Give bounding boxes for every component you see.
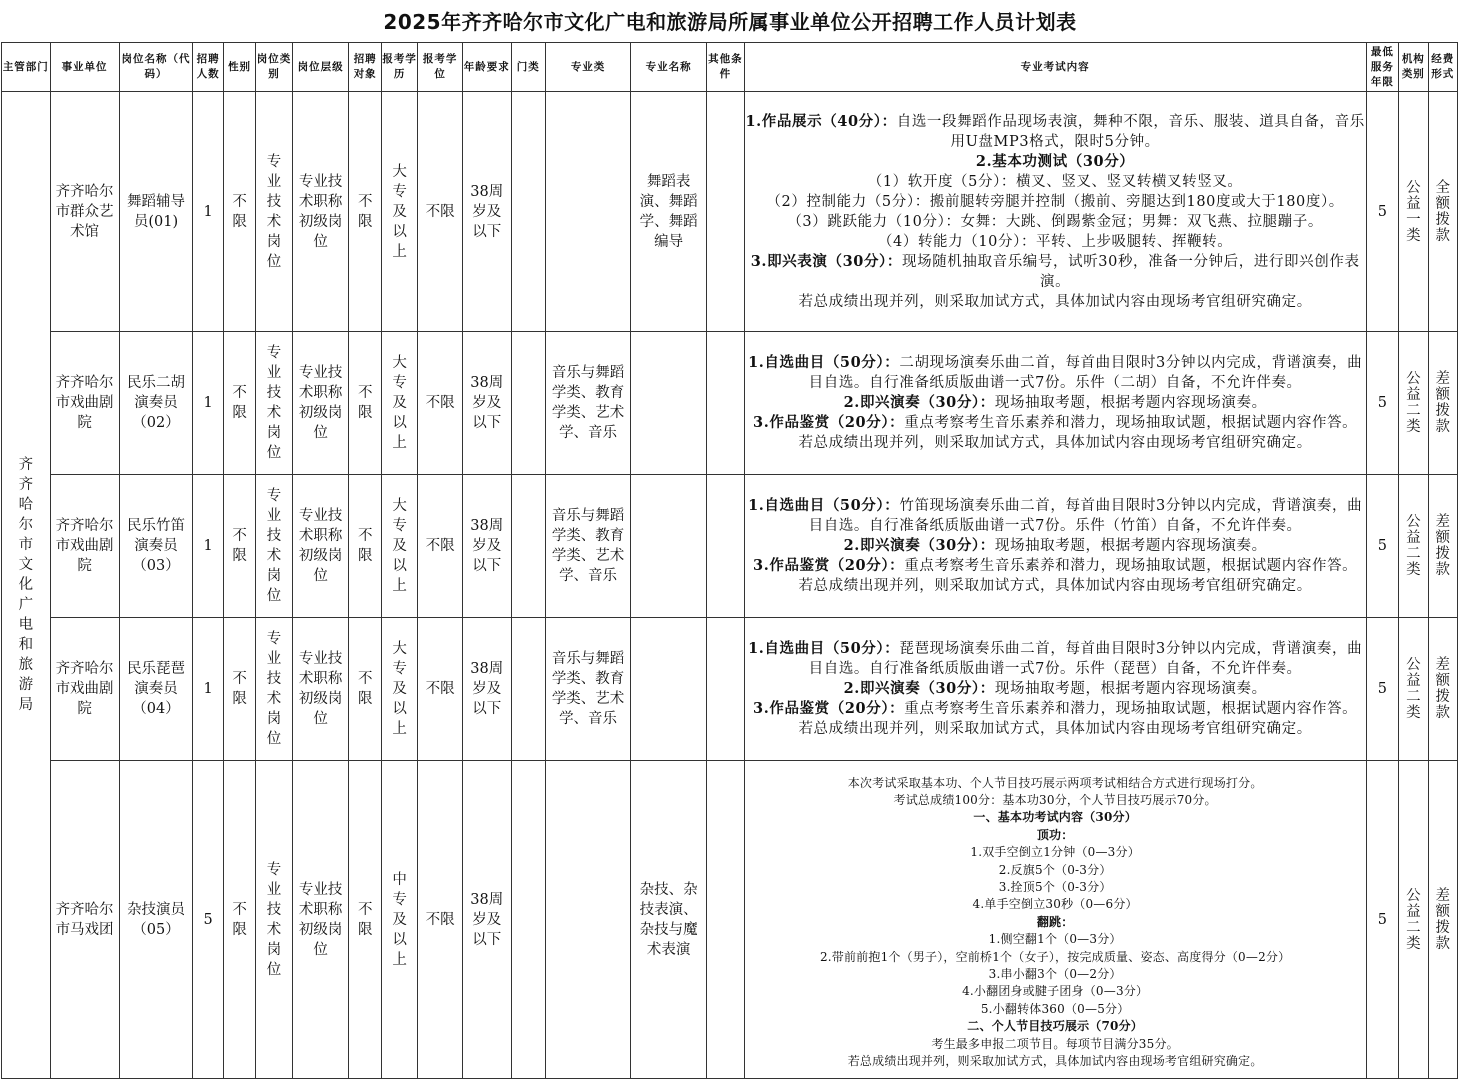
exam-text: 5.小翻转体360（0—5分） — [980, 1001, 1130, 1016]
header-major-name: 专业名称 — [631, 43, 707, 92]
other-cell — [707, 475, 744, 618]
exam-heading: 2.即兴演奏（30分）： — [843, 394, 995, 411]
exam-paragraph — [745, 232, 1366, 252]
header-major-class: 专业类 — [546, 43, 631, 92]
level-cell: 专业技术职称初级岗位 — [298, 651, 343, 727]
target-cell: 不限 — [357, 528, 373, 564]
exam-text: 本次考试采取基本功、个人节目技巧展示两项考试相结合方式进行现场打分。 — [847, 775, 1263, 790]
door-cell — [511, 92, 545, 332]
category-cell: 专业技术岗位 — [266, 631, 282, 747]
table-row — [2, 475, 1458, 618]
exam-text: 重点考察考生音乐素养和潜力，现场抽取试题，根据试题内容作答。 — [904, 415, 1358, 431]
education-cell: 中专及以上 — [392, 871, 407, 968]
exam-paragraph — [745, 827, 1366, 844]
funding-cell: 全额拨款 — [1435, 179, 1450, 244]
exam-paragraph — [745, 413, 1366, 433]
exam-text: 若总成绩出现并列，则采取加试方式，具体加试内容由现场考官组研究确定。 — [798, 293, 1312, 310]
org-type-cell: 公益二类 — [1406, 887, 1421, 952]
category-cell: 专业技术岗位 — [266, 153, 282, 270]
exam-text: 若总成绩出现并列，则采取加试方式，具体加试内容由现场考官组研究确定。 — [798, 721, 1312, 737]
exam-text: 竹笛现场演奏乐曲二首，每首曲目限时3分钟以内完成，背谱演奏，曲目自选。自行准备纸质版曲谱一式7份。乐件（竹笛）自备，不允许伴奏。 — [808, 498, 1363, 534]
org-type-cell: 公益二类 — [1406, 514, 1421, 578]
exam-text: 4.小翻团身或腱子团身（0—3分） — [962, 984, 1149, 999]
exam-text: 考生最多申报二项节目。每项节目满分35分。 — [931, 1036, 1179, 1051]
other-cell — [707, 618, 744, 761]
exam-paragraph — [745, 576, 1366, 596]
exam-heading: 3.作品鉴赏（20分）： — [753, 557, 905, 574]
other-cell — [707, 92, 744, 332]
exam-paragraph — [745, 1018, 1366, 1035]
exam-heading: 二、个人节目技巧展示（70分） — [967, 1019, 1143, 1034]
header-level: 岗位层级 — [292, 43, 349, 92]
unit-cell: 齐齐哈尔市戏曲剧院 — [55, 518, 114, 574]
age-cell: 38周岁及以下 — [470, 661, 504, 717]
gender-cell: 不限 — [232, 528, 247, 564]
header-age: 年龄要求 — [462, 43, 511, 92]
exam-paragraph — [745, 949, 1366, 966]
exam-text: 重点考察考生音乐素养和潜力，现场抽取试题，根据试题内容作答。 — [904, 701, 1358, 717]
level-cell: 专业技术职称初级岗位 — [298, 365, 343, 441]
funding-cell: 差额拨款 — [1435, 887, 1450, 952]
exam-heading: 3.作品鉴赏（20分）： — [753, 700, 905, 717]
exam-text: 若总成绩出现并列，则采取加试方式，具体加试内容由现场考官组研究确定。 — [798, 435, 1312, 451]
exam-paragraph — [745, 1053, 1366, 1070]
exam-paragraph — [745, 914, 1366, 931]
recruitment-plan-table — [1, 42, 1458, 1079]
header-door: 门类 — [511, 43, 545, 92]
exam-paragraph — [745, 353, 1366, 393]
exam-content-cell — [744, 92, 1366, 332]
exam-paragraph — [745, 536, 1366, 556]
exam-paragraph — [745, 966, 1366, 983]
header-degree: 报考学位 — [418, 43, 463, 92]
exam-text: 1.双手空倒立1分钟（0—3分） — [970, 845, 1140, 860]
exam-paragraph — [745, 1036, 1366, 1053]
exam-paragraph — [745, 192, 1366, 212]
exam-text: 现场抽取考题，根据考题内容现场演奏。 — [994, 395, 1267, 411]
category-cell: 专业技术岗位 — [266, 345, 282, 461]
service-cell: 5 — [1366, 332, 1398, 475]
header-count: 招聘人数 — [193, 43, 223, 92]
unit-cell: 齐齐哈尔市群众艺术馆 — [55, 183, 114, 240]
age-cell: 38周岁及以下 — [470, 518, 504, 574]
exam-paragraph — [745, 809, 1366, 826]
education-cell: 大专及以上 — [392, 641, 407, 737]
exam-heading: 1.自选曲目（50分）： — [748, 640, 900, 657]
degree-cell: 不限 — [418, 92, 463, 332]
exam-content-cell — [744, 332, 1366, 475]
exam-text: 1.侧空翻1个（0—3分） — [988, 932, 1122, 947]
exam-heading: 2.基本功测试（30分） — [975, 152, 1135, 170]
exam-paragraph — [745, 1001, 1366, 1018]
exam-text: 考试总成绩100分：基本功30分，个人节目技巧展示70分。 — [893, 792, 1217, 807]
major-name-cell: 舞蹈表演、舞蹈学、舞蹈编导 — [639, 173, 698, 250]
exam-paragraph — [745, 496, 1366, 536]
exam-paragraph — [745, 983, 1366, 1000]
header-exam: 专业考试内容 — [744, 43, 1366, 92]
exam-text: 2.带前前抱1个（男子），空前桥1个（女子），按完成质量、姿态、高度得分（0—2分） — [819, 949, 1291, 964]
exam-text: 重点考察考生音乐素养和潜力，现场抽取试题，根据试题内容作答。 — [904, 558, 1358, 574]
department-name: 齐齐哈尔市文化广电和旅游局 — [18, 457, 34, 713]
exam-text: （2）控制能力（5分）：搬前腿转旁腿并控制（搬前、旁腿达到180度或大于180度）。 — [766, 193, 1344, 210]
target-cell: 不限 — [357, 193, 373, 230]
header-service: 最低服务年限 — [1366, 43, 1398, 92]
degree-cell: 不限 — [418, 761, 463, 1079]
page-title: 2025年齐齐哈尔市文化广电和旅游局所属事业单位公开招聘工作人员计划表 — [383, 10, 1077, 34]
exam-heading: 1.自选曲目（50分）： — [748, 354, 900, 371]
exam-paragraph — [745, 862, 1366, 879]
exam-paragraph — [745, 393, 1366, 413]
position-cell: 杂技演员（05） — [126, 901, 185, 938]
header-row — [2, 43, 1458, 92]
major-class-cell: 音乐与舞蹈学类、教育学类、艺术学、音乐 — [551, 508, 625, 584]
exam-paragraph — [745, 172, 1366, 192]
unit-cell: 齐齐哈尔市马戏团 — [55, 901, 114, 938]
service-cell: 5 — [1366, 475, 1398, 618]
exam-paragraph — [745, 879, 1366, 896]
exam-paragraph — [745, 556, 1366, 576]
exam-paragraph — [745, 775, 1366, 792]
exam-heading: 1.作品展示（40分）： — [745, 112, 897, 130]
exam-paragraph — [745, 679, 1366, 699]
gender-cell: 不限 — [232, 385, 247, 421]
exam-paragraph — [745, 639, 1366, 679]
exam-text: （4）转能力（10分）：平转、上步吸腿转、挥鞭转。 — [877, 233, 1233, 250]
exam-text: 2.反旗5个（0-3分） — [998, 862, 1112, 877]
org-type-cell: 公益一类 — [1406, 179, 1421, 244]
exam-paragraph — [745, 292, 1366, 312]
exam-paragraph — [745, 792, 1366, 809]
education-cell: 大专及以上 — [392, 355, 407, 451]
exam-heading: 翻跳： — [1036, 914, 1074, 929]
target-cell: 不限 — [357, 671, 373, 707]
exam-heading: 3.即兴表演（30分）： — [750, 252, 902, 270]
position-cell: 民乐竹笛演奏员（03） — [126, 518, 185, 574]
level-cell: 专业技术职称初级岗位 — [298, 881, 343, 958]
table-row — [2, 618, 1458, 761]
exam-paragraph — [745, 699, 1366, 719]
degree-cell: 不限 — [418, 618, 463, 761]
header-other: 其他条件 — [707, 43, 744, 92]
exam-heading: 一、基本功考试内容（30分） — [973, 810, 1137, 825]
exam-content-cell — [744, 618, 1366, 761]
table-row — [2, 761, 1458, 1079]
exam-paragraph — [745, 896, 1366, 913]
position-cell: 民乐琵琶演奏员（04） — [126, 661, 185, 717]
org-type-cell: 公益二类 — [1406, 371, 1421, 435]
department-cell — [2, 92, 51, 1079]
service-cell: 5 — [1366, 92, 1398, 332]
age-cell: 38周岁及以下 — [470, 891, 504, 948]
door-cell — [511, 618, 545, 761]
major-name-cell: 杂技、杂技表演、杂技与魔术表演 — [639, 881, 698, 958]
org-type-cell: 公益二类 — [1406, 657, 1421, 721]
exam-paragraph — [745, 112, 1366, 152]
exam-paragraph — [745, 252, 1366, 292]
target-cell: 不限 — [357, 385, 373, 421]
other-cell — [707, 332, 744, 475]
funding-cell: 差额拨款 — [1435, 371, 1450, 435]
exam-text: 自选一段舞蹈作品现场表演，舞种不限，音乐、服装、道具自备，音乐用U盘MP3格式，限时5分钟。 — [896, 113, 1365, 150]
count-cell: 1 — [193, 332, 223, 475]
header-dept: 主管部门 — [2, 43, 51, 92]
header-education: 报考学历 — [381, 43, 417, 92]
age-cell: 38周岁及以下 — [470, 183, 504, 240]
gender-cell: 不限 — [232, 671, 247, 707]
exam-text: 若总成绩出现并列，则采取加试方式，具体加试内容由现场考官组研究确定。 — [847, 1054, 1263, 1069]
exam-text: 若总成绩出现并列，则采取加试方式，具体加试内容由现场考官组研究确定。 — [798, 578, 1312, 594]
category-cell: 专业技术岗位 — [266, 861, 282, 978]
major-class-cell: 音乐与舞蹈学类、教育学类、艺术学、音乐 — [551, 365, 625, 441]
degree-cell: 不限 — [418, 332, 463, 475]
exam-paragraph — [745, 433, 1366, 453]
category-cell: 专业技术岗位 — [266, 488, 282, 604]
exam-text: （1）软开度（5分）：横叉、竖叉、竖叉转横叉转竖叉。 — [867, 173, 1243, 190]
target-cell: 不限 — [357, 901, 373, 938]
header-funding: 经费形式 — [1428, 43, 1458, 92]
table-row — [2, 92, 1458, 332]
header-position: 岗位名称（代码） — [119, 43, 193, 92]
position-cell: 舞蹈辅导员(01) — [126, 193, 185, 230]
other-cell — [707, 761, 744, 1079]
exam-paragraph — [745, 212, 1366, 232]
education-cell: 大专及以上 — [392, 163, 407, 260]
exam-text: 现场随机抽取音乐编号，试听30秒，准备一分钟后，进行即兴创作表演。 — [902, 253, 1360, 290]
header-unit: 事业单位 — [50, 43, 119, 92]
exam-paragraph — [745, 844, 1366, 861]
exam-text: 现场抽取考题，根据考题内容现场演奏。 — [994, 681, 1267, 697]
unit-cell: 齐齐哈尔市戏曲剧院 — [55, 375, 114, 431]
exam-text: 二胡现场演奏乐曲二首，每首曲目限时3分钟以内完成，背谱演奏，曲目自选。自行准备纸质版曲谱一式7份。乐件（二胡）自备，不允许伴奏。 — [808, 355, 1363, 391]
funding-cell: 差额拨款 — [1435, 657, 1450, 721]
age-cell: 38周岁及以下 — [470, 375, 504, 431]
count-cell: 1 — [193, 92, 223, 332]
exam-text: （3）跳跃能力（10分）：女舞：大跳、倒踢紫金冠；男舞：双飞燕、拉腿蹦子。 — [787, 213, 1323, 230]
exam-heading: 1.自选曲目（50分）： — [748, 497, 900, 514]
exam-heading: 2.即兴演奏（30分）： — [843, 680, 995, 697]
exam-heading: 2.即兴演奏（30分）： — [843, 537, 995, 554]
level-cell: 专业技术职称初级岗位 — [298, 508, 343, 584]
unit-cell: 齐齐哈尔市戏曲剧院 — [55, 661, 114, 717]
gender-cell: 不限 — [232, 193, 247, 230]
exam-paragraph — [745, 152, 1366, 172]
header-gender: 性别 — [223, 43, 255, 92]
education-cell: 大专及以上 — [392, 498, 407, 594]
major-class-cell: 音乐与舞蹈学类、教育学类、艺术学、音乐 — [551, 651, 625, 727]
count-cell: 1 — [193, 475, 223, 618]
exam-text: 4.单手空倒立30秒（0—6分） — [972, 897, 1138, 912]
door-cell — [511, 475, 545, 618]
funding-cell: 差额拨款 — [1435, 514, 1450, 578]
door-cell — [511, 761, 545, 1079]
door-cell — [511, 332, 545, 475]
gender-cell: 不限 — [232, 901, 247, 938]
header-target: 招聘对象 — [349, 43, 381, 92]
exam-content-cell — [744, 475, 1366, 618]
exam-text: 琵琶现场演奏乐曲二首，每首曲目限时3分钟以内完成，背谱演奏，曲目自选。自行准备纸质版曲谱一式7份。乐件（琵琶）自备，不允许伴奏。 — [808, 641, 1363, 677]
count-cell: 1 — [193, 618, 223, 761]
exam-heading: 顶功： — [1036, 827, 1074, 842]
exam-text: 3.串小翻3个（0—2分） — [988, 967, 1122, 982]
exam-paragraph — [745, 719, 1366, 739]
exam-paragraph — [745, 931, 1366, 948]
header-org-type: 机构类别 — [1399, 43, 1428, 92]
exam-content-cell — [744, 761, 1366, 1079]
exam-heading: 3.作品鉴赏（20分）： — [753, 414, 905, 431]
service-cell: 5 — [1366, 761, 1398, 1079]
service-cell: 5 — [1366, 618, 1398, 761]
header-category: 岗位类别 — [256, 43, 292, 92]
count-cell: 5 — [193, 761, 223, 1079]
exam-text: 现场抽取考题，根据考题内容现场演奏。 — [994, 538, 1267, 554]
position-cell: 民乐二胡演奏员（02） — [126, 375, 185, 431]
level-cell: 专业技术职称初级岗位 — [298, 173, 343, 250]
exam-text: 3.拴顶5个（0-3分） — [998, 879, 1112, 894]
degree-cell: 不限 — [418, 475, 463, 618]
table-row — [2, 332, 1458, 475]
